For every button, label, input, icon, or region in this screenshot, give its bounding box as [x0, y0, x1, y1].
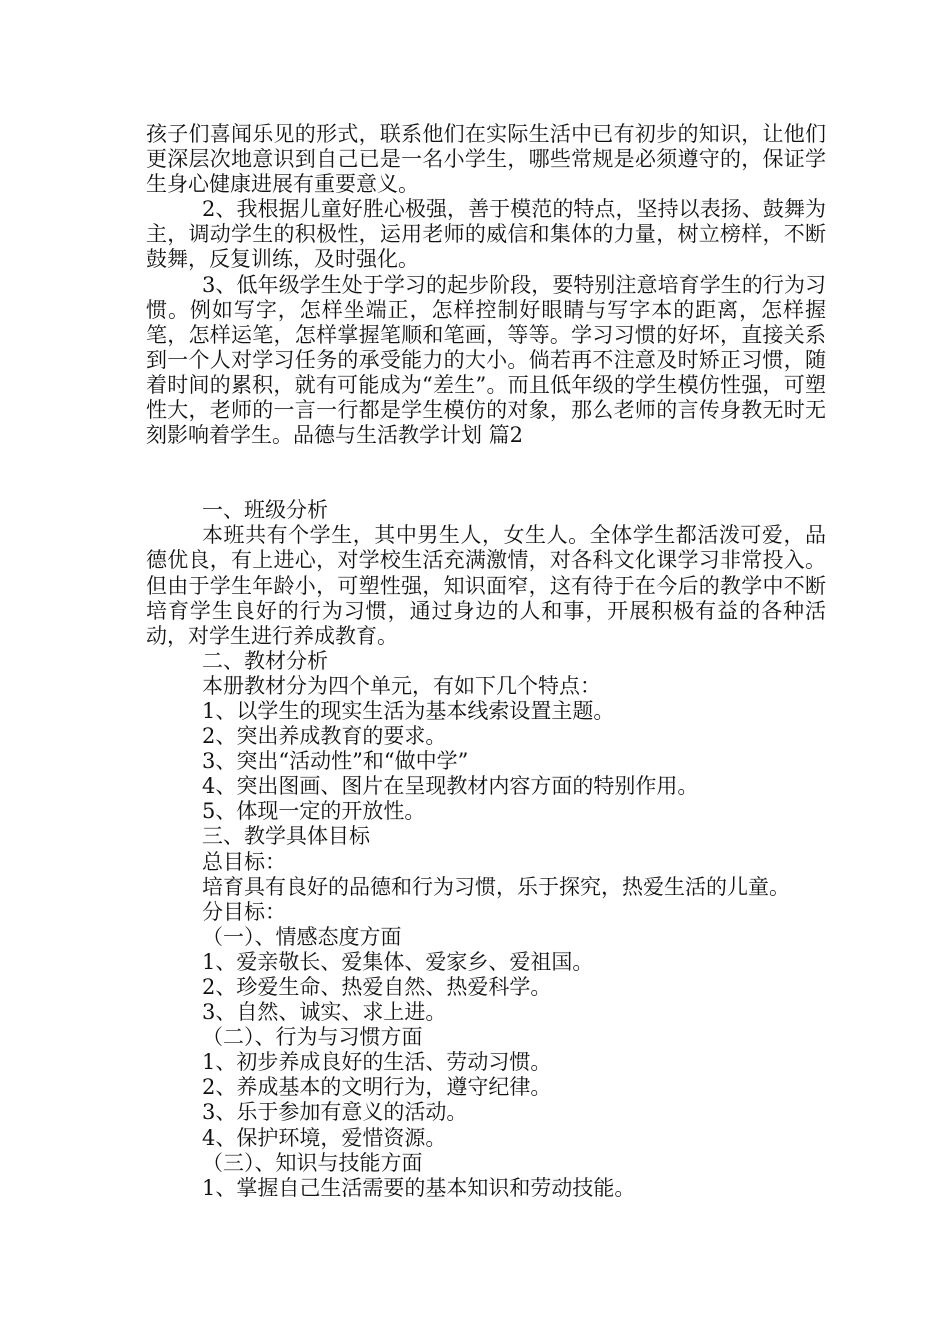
sub2-item: 4、保护环境，爱惜资源。 [202, 1125, 447, 1150]
section1-paragraph: 本班共有个学生，其中男生人，女生人。全体学生都活泼可爱，品德优良，有上进心，对学校生活充满激情，对各科文化课学习非常投入。但由于学生年龄小，可塑性强，知识面窄，这有待于在今后的教学中不断培育学生良好的行为习惯，通过身边的人和事，开展积极有益的各种活动，对学生进行养成教育。 [146, 523, 826, 648]
section2-item: 4、突出图画、图片在呈现教材内容方面的特别作用。 [202, 774, 699, 799]
sub1-item: 1、爱亲敬长、爱集体、爱家乡、爱祖国。 [202, 949, 594, 974]
sub-goal-label: 分目标： [202, 899, 286, 924]
sub2-item: 1、初步养成良好的生活、劳动习惯。 [202, 1050, 552, 1075]
sub1-item: 3、自然、诚实、求上进。 [202, 1000, 447, 1025]
intro-paragraph-3: 3、低年级学生处于学习的起步阶段，要特别注意培育学生的行为习惯。例如写字，怎样坐端正，怎样控制好眼睛与写字本的距离，怎样握笔，怎样运笔，怎样掌握笔顺和笔画，等等。学习习惯的好坏，直接关系到一个人对学习任务的承受能力的大小。倘若再不注意及时矫正习惯，随着时间的累积，就有可能成为“差生”。而且低年级的学生模仿性强，可塑性大，老师的一言一行都是学生模仿的对象，那么老师的言传身教无时无刻影响着学生。品德与生活教学计划 篇2 [146, 272, 826, 448]
section3-heading: 三、教学具体目标 [202, 824, 370, 849]
sub1-item: 2、珍爱生命、热爱自然、热爱科学。 [202, 975, 552, 999]
section1-heading: 一、班级分析 [202, 498, 328, 523]
section2-item: 3、突出“活动性”和“做中学” [202, 749, 469, 774]
sub1-heading: （一）、情感态度方面 [202, 924, 402, 949]
sub2-item: 2、养成基本的文明行为，遵守纪律。 [202, 1075, 552, 1100]
section-spacer [146, 448, 826, 498]
sub2-heading: （二）、行为与习惯方面 [202, 1025, 423, 1050]
section2-intro: 本册教材分为四个单元，有如下几个特点： [202, 673, 601, 698]
section2-item: 1、以学生的现实生活为基本线索设置主题。 [202, 698, 615, 723]
section2-item: 5、体现一定的开放性。 [202, 799, 426, 824]
sub3-heading: （三）、知识与技能方面 [202, 1150, 423, 1175]
overall-goal-label: 总目标： [202, 849, 286, 874]
intro-paragraph-2: 2、我根据儿童好胜心极强，善于模范的特点，坚持以表扬、鼓舞为主，调动学生的积极性，运用老师的威信和集体的力量，树立榜样，不断鼓舞，反复训练，及时强化。 [146, 197, 826, 272]
sub2-item: 3、乐于参加有意义的活动。 [202, 1100, 468, 1125]
sub3-item: 1、掌握自己生活需要的基本知识和劳动技能。 [202, 1175, 636, 1200]
section2-item: 2、突出养成教育的要求。 [202, 724, 447, 749]
intro-paragraph-1: 孩子们喜闻乐见的形式，联系他们在实际生活中已有初步的知识，让他们更深层次地意识到自己已是一名小学生，哪些常规是必须遵守的，保证学生身心健康进展有重要意义。 [146, 122, 826, 197]
section2-heading: 二、教材分析 [202, 648, 328, 673]
overall-goal-text: 培育具有良好的品德和行为习惯，乐于探究，热爱生活的儿童。 [202, 874, 790, 899]
document-body [146, 122, 826, 1201]
